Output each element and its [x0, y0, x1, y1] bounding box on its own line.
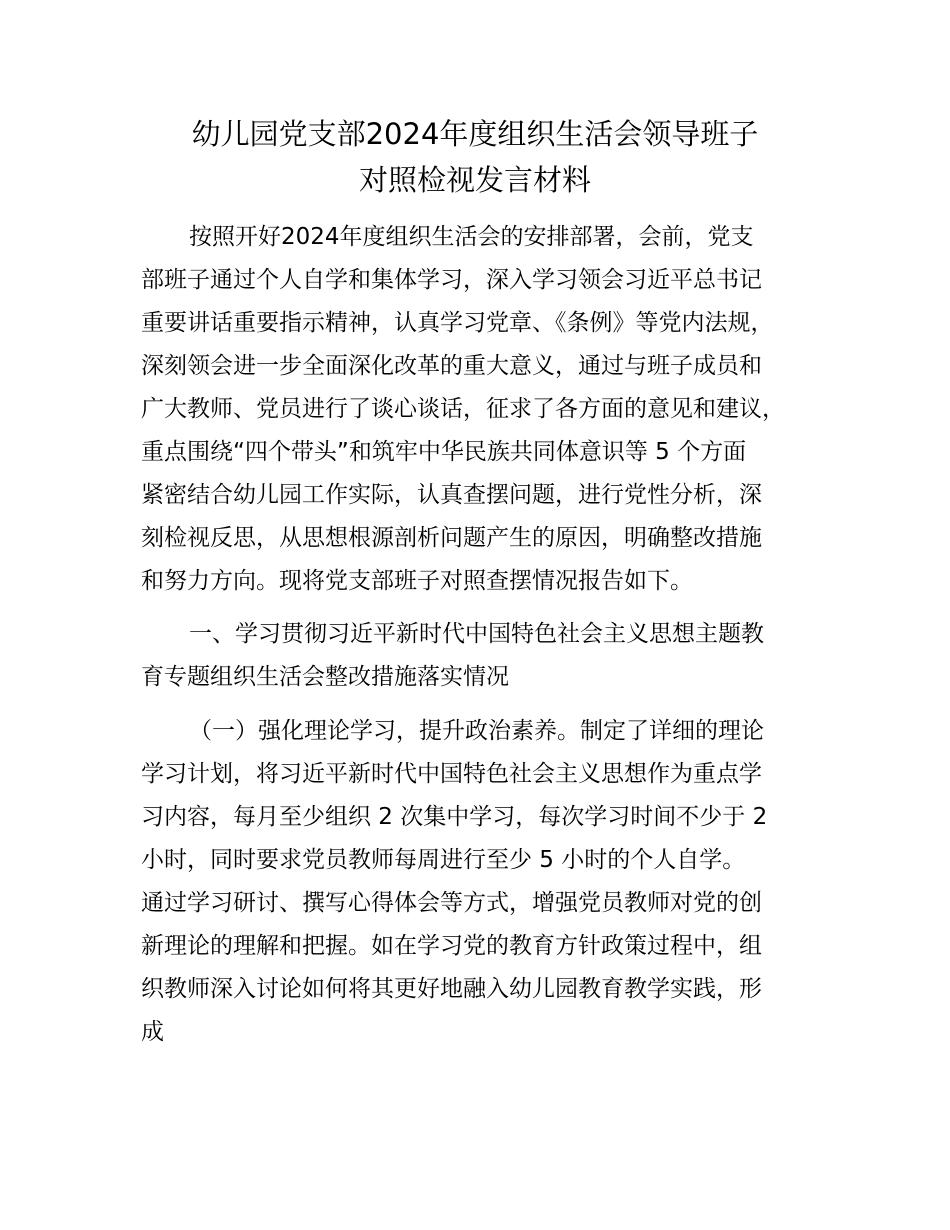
paragraph-line: 和努力方向。现将党支部班子对照查摆情况报告如下。	[141, 568, 693, 594]
paragraph-line: 重点围绕“四个带头”和筑牢中华民族共同体意识等 5 个方面	[141, 439, 747, 465]
document-title-line-1: 幼儿园党支部2024年度组织生活会领导班子	[191, 117, 759, 151]
paragraph-line: 深刻领会进一步全面深化改革的重大意义，通过与班子成员和	[141, 353, 762, 379]
paragraph-line: 习内容，每月至少组织 2 次集中学习，每次学习时间不少于 2	[141, 804, 768, 830]
paragraph-line: 成	[141, 1019, 164, 1045]
paragraph-line: 学习计划，将习近平新时代中国特色社会主义思想作为重点学	[141, 761, 762, 787]
paragraph-line: 新理论的理解和把握。如在学习党的教育方针政策过程中，组	[141, 933, 762, 959]
section-heading-line: 育专题组织生活会整改措施落实情况	[141, 664, 509, 690]
paragraph-line: 部班子通过个人自学和集体学习，深入学习领会习近平总书记	[141, 267, 762, 293]
document-title-line-2: 对照检视发言材料	[358, 163, 591, 197]
paragraph-line: 广大教师、党员进行了谈心谈话，征求了各方面的意见和建议，	[141, 396, 785, 422]
paragraph-line: 重要讲话重要指示精神，认真学习党章、《条例》等党内法规，	[141, 310, 774, 336]
paragraph-line: （一）强化理论学习，提升政治素养。制定了详细的理论	[189, 718, 764, 744]
paragraph-line: 小时，同时要求党员教师每周进行至少 5 小时的个人自学。	[141, 847, 746, 873]
paragraph-line: 通过学习研讨、撰写心得体会等方式，增强党员教师对党的创	[141, 890, 762, 916]
paragraph-line: 刻检视反思，从思想根源剖析问题产生的原因，明确整改措施	[141, 525, 762, 551]
paragraph-line: 织教师深入讨论如何将其更好地融入幼儿园教育教学实践，形	[141, 976, 762, 1002]
paragraph-line: 按照开好2024年度组织生活会的安排部署，会前，党支	[189, 224, 754, 250]
section-heading-line: 一、学习贯彻习近平新时代中国特色社会主义思想主题教	[189, 621, 764, 647]
paragraph-line: 紧密结合幼儿园工作实际，认真查摆问题，进行党性分析，深	[141, 482, 762, 508]
